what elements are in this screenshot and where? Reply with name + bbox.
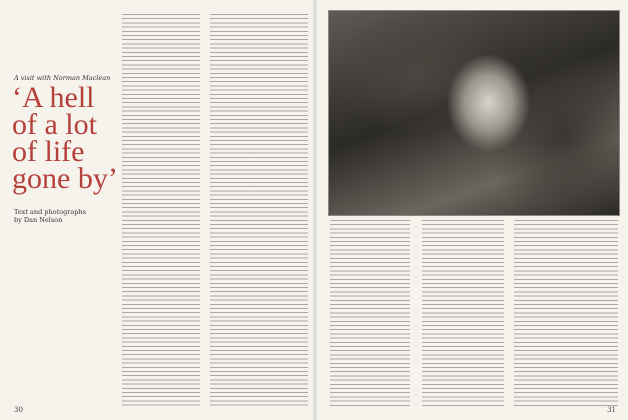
article-kicker: A visit with Norman Maclean	[14, 74, 111, 82]
page-number-left: 30	[14, 406, 23, 414]
article-headline	[12, 81, 122, 195]
page-gutter	[312, 0, 318, 420]
article-byline	[14, 208, 114, 224]
byline-line: by Dan Nelson	[14, 216, 63, 224]
headline-line: of life	[12, 135, 85, 168]
body-column-4	[422, 220, 504, 406]
body-column-3	[330, 220, 410, 406]
headline-line: gone by’	[12, 162, 118, 195]
headline-line: ‘A hell	[12, 81, 95, 114]
portrait-photograph	[328, 10, 620, 216]
body-column-1	[122, 14, 200, 406]
page-number-right: 31	[607, 406, 616, 414]
headline-line: of a lot	[12, 108, 97, 141]
body-column-2	[210, 14, 308, 406]
byline-line: Text and photographs	[14, 208, 86, 216]
body-column-5	[514, 220, 618, 406]
